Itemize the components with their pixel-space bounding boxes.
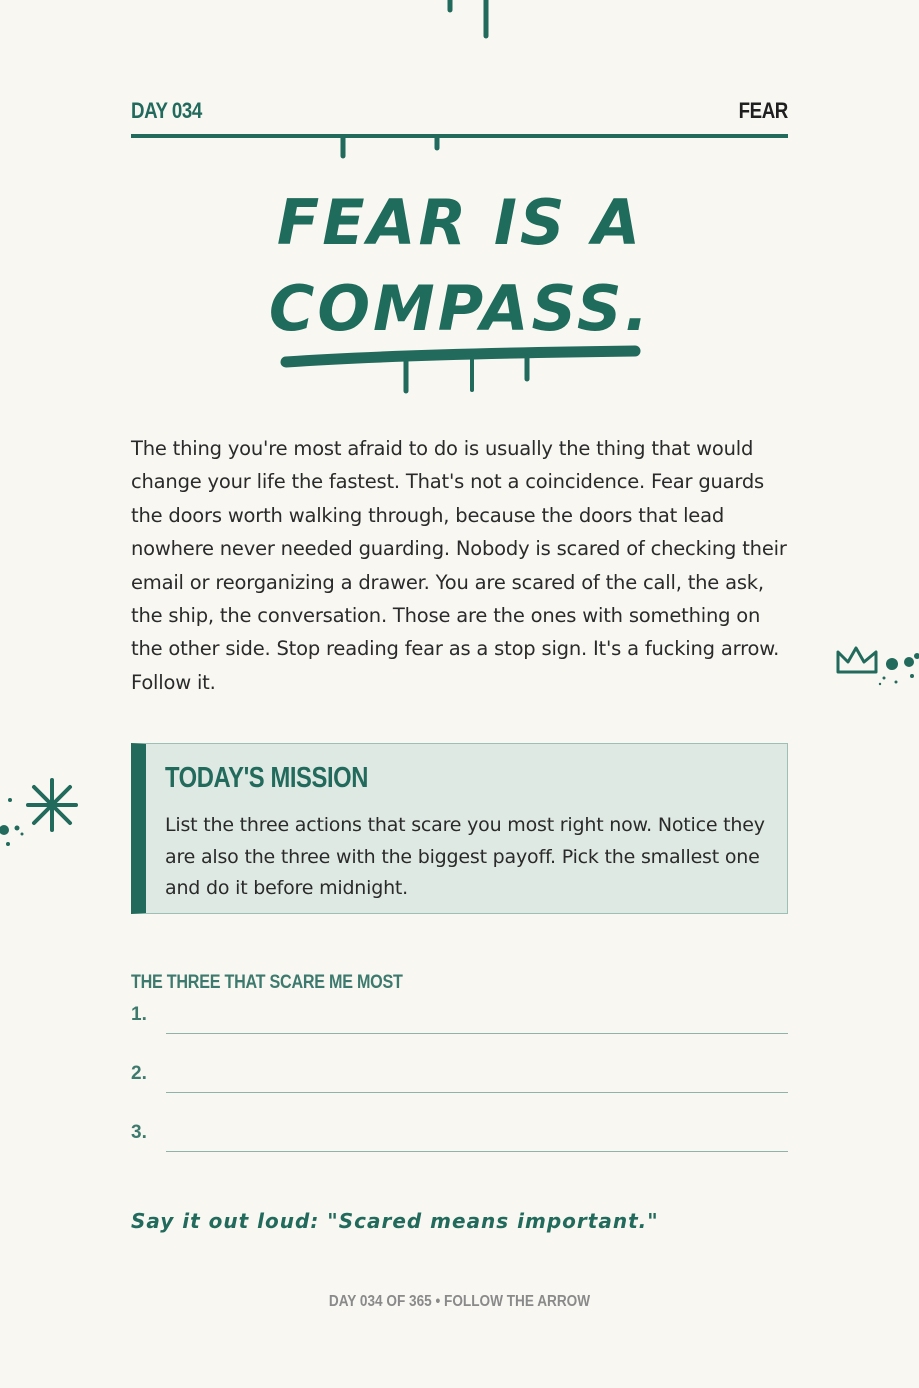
asterisk-doodle-icon <box>0 772 82 854</box>
list-item-number: 1. <box>131 1004 147 1025</box>
list-item[interactable] <box>131 1004 788 1034</box>
write-in-line[interactable] <box>166 1092 788 1093</box>
page-header <box>131 96 788 138</box>
mission-text: List the three actions that scare you most right now. Notice they are also the three with the biggest payoff. Pick the smallest one and do it before midnight. <box>165 814 765 899</box>
topic-label: FEAR <box>738 98 788 123</box>
list-item-number: 2. <box>131 1063 147 1084</box>
list-item[interactable] <box>131 1063 788 1093</box>
top-drip-decoration <box>440 0 500 42</box>
crown-doodle-icon <box>834 640 919 688</box>
title-underline-brush <box>280 342 642 398</box>
list-item[interactable] <box>131 1122 788 1152</box>
page-title-line-2: COMPASS. <box>268 272 652 345</box>
page-footer: DAY 034 OF 365 • FOLLOW THE ARROW <box>328 1293 591 1310</box>
affirmation-text: Say it out loud: "Scared means important." <box>131 1209 659 1233</box>
list-heading: THE THREE THAT SCARE ME MOST <box>131 972 403 993</box>
mission-heading: TODAY'S MISSION <box>165 762 369 794</box>
body-paragraph: The thing you're most afraid to do is usually the thing that would change your life the fastest. That's not a coincidence. Fear guards the doors worth walking through, because the doors that lead nowhere never needed guarding. Nobody is scared of checking their email or reorganizing a drawer. You are scared of the call, the ask, the ship, the conversation. Those are the ones with something on the other side. Stop reading fear as a stop sign. It's a fucking arrow. Follow it. <box>131 437 787 694</box>
mission-box <box>131 743 788 914</box>
page-title-line-1: FEAR IS A <box>276 186 644 259</box>
write-in-line[interactable] <box>166 1033 788 1034</box>
write-in-line[interactable] <box>166 1151 788 1152</box>
header-drip-decoration <box>330 136 450 160</box>
day-label: DAY 034 <box>131 98 202 123</box>
list-item-number: 3. <box>131 1122 147 1143</box>
